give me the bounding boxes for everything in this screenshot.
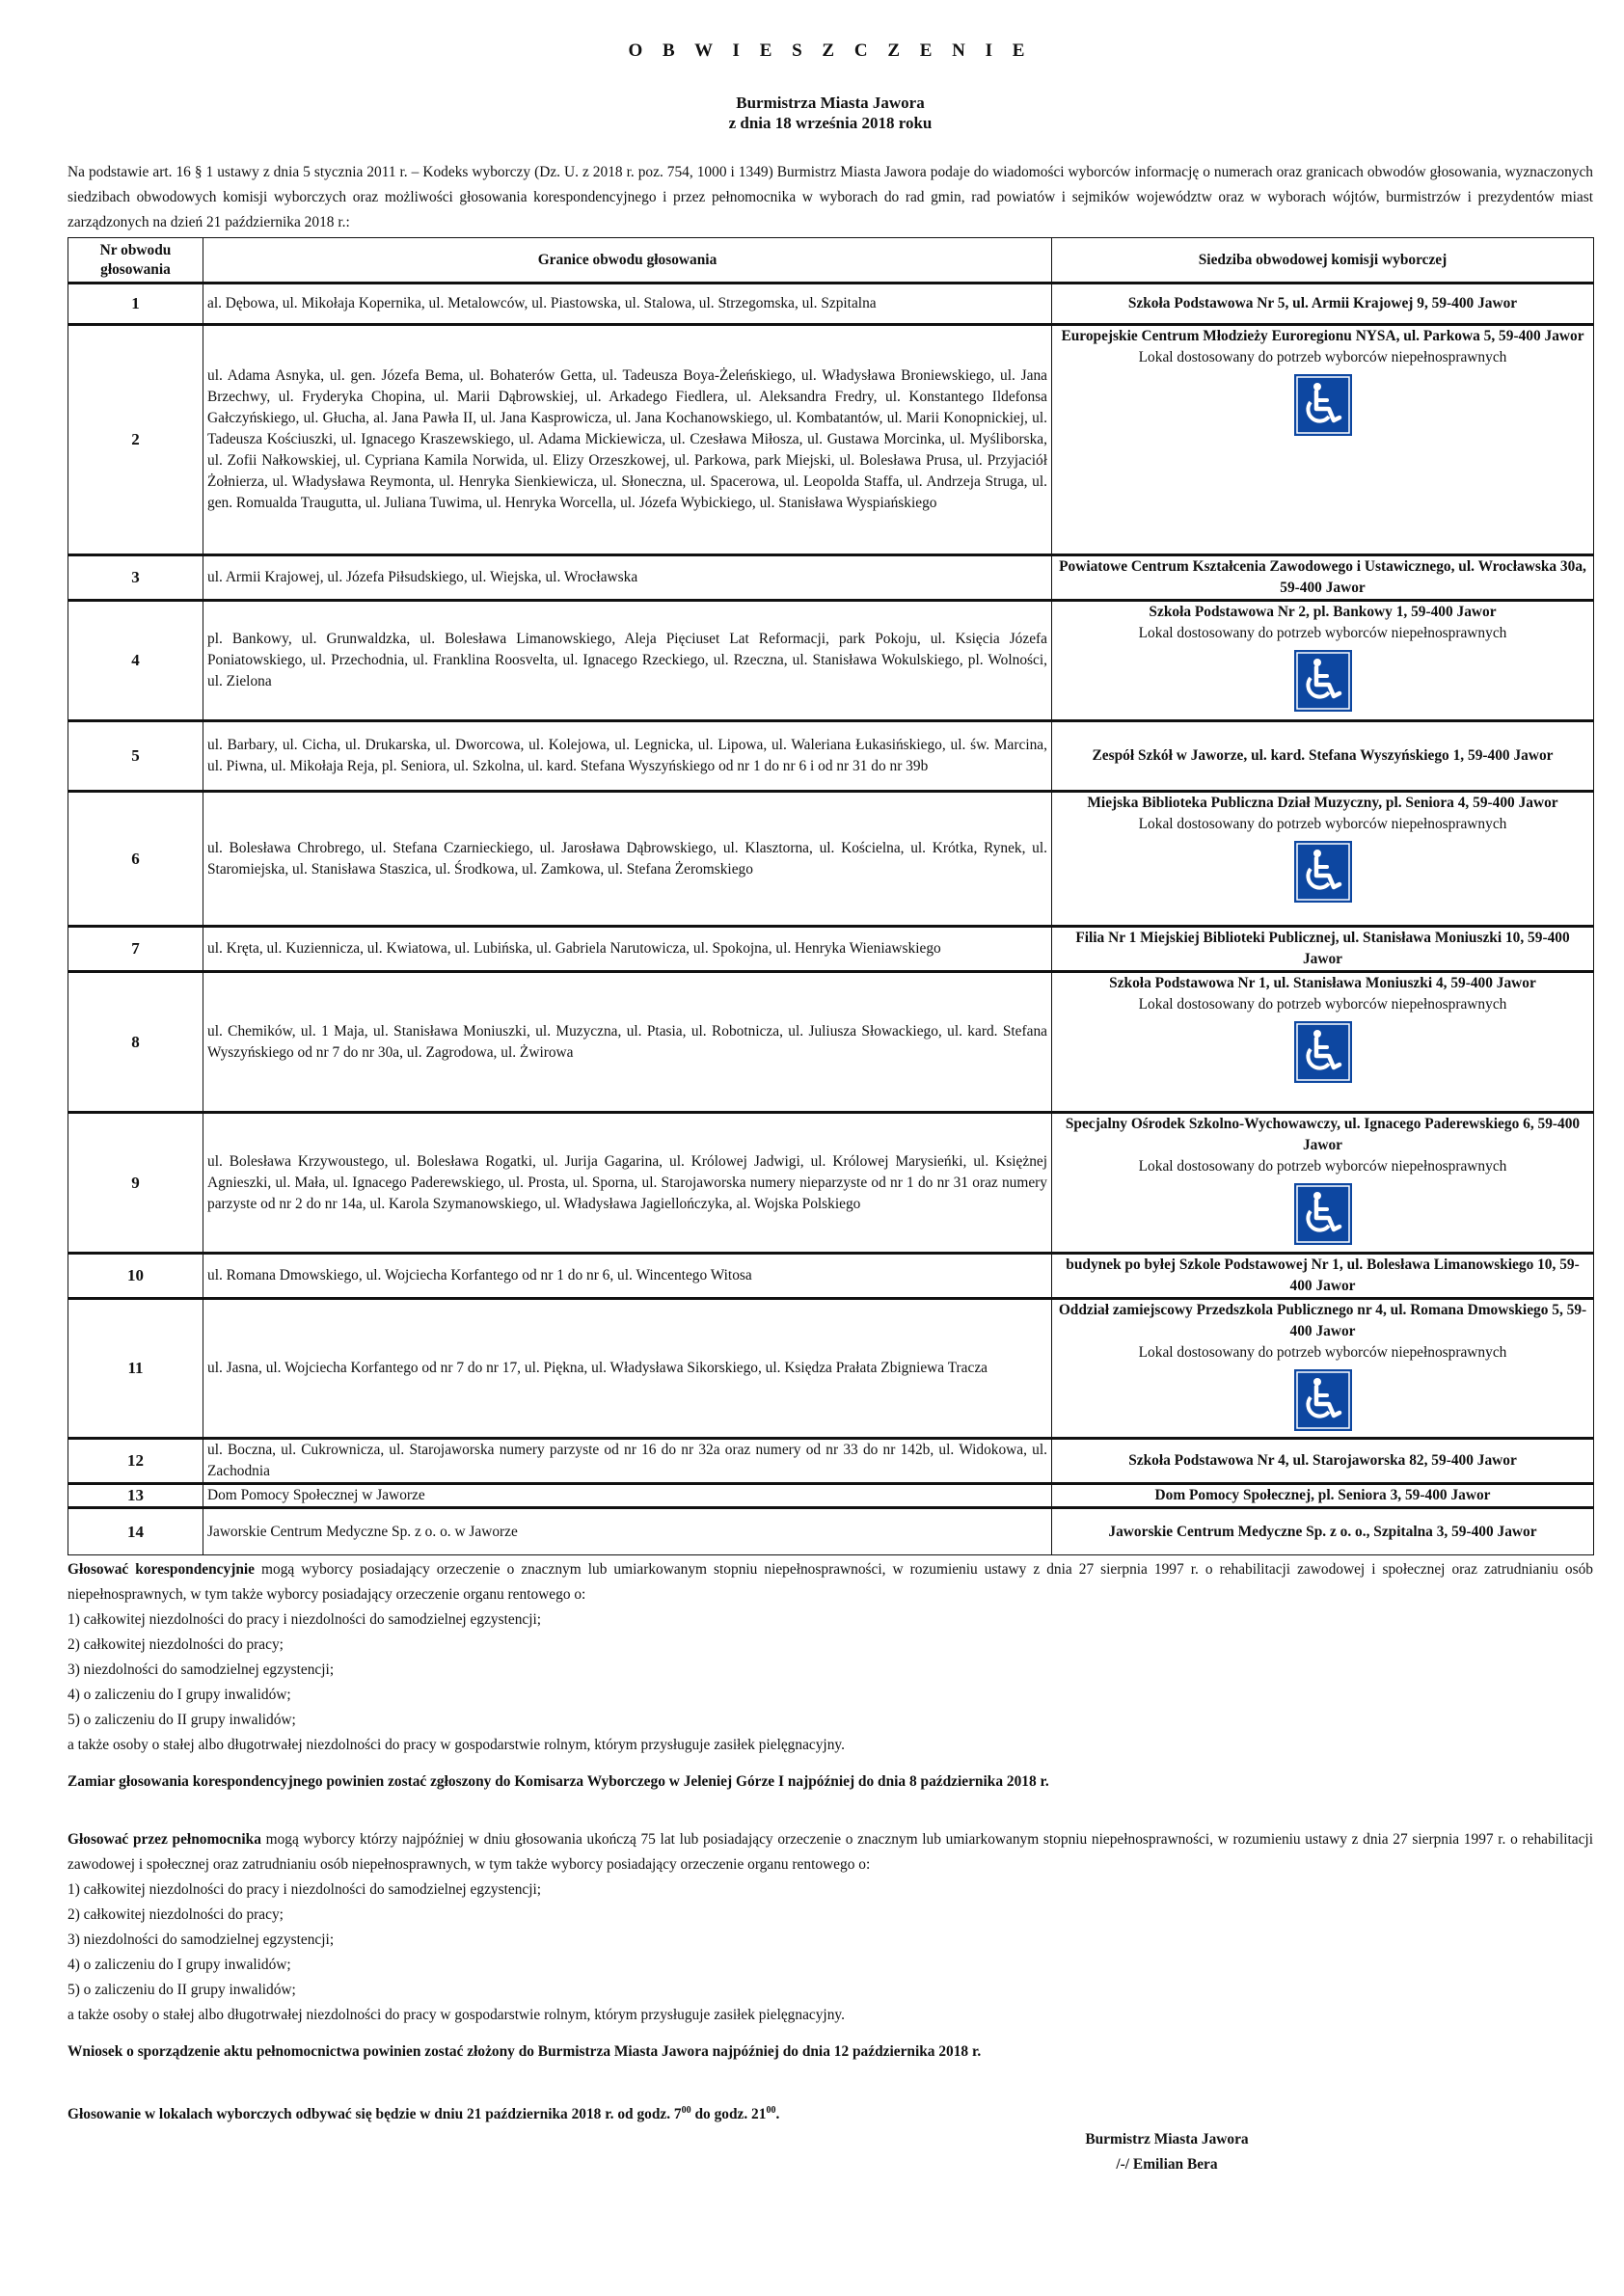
postal-voting-item: 3) niezdolności do samodzielnej egzystencji;: [68, 1661, 335, 1678]
table-row: [68, 1439, 1594, 1484]
accessibility-note: Lokal dostosowany do potrzeb wyborców niepełnosprawnych: [1138, 996, 1507, 1013]
commission-seat-address: Dom Pomocy Społecznej, pl. Seniora 3, 59-400 Jawor: [1154, 1487, 1491, 1503]
district-number: 11: [68, 1299, 203, 1439]
commission-seat: [1052, 284, 1594, 325]
district-number: 10: [68, 1254, 203, 1299]
district-boundaries: ul. Chemików, ul. 1 Maja, ul. Stanisława Moniuszki, ul. Muzyczna, ul. Ptasia, ul. Robotnicza, ul. Juliusza Słowackiego, ul. kard. Stefana Wyszyńskiego od nr 7 do nr 30a, ul. Zagrodowa, ul. Żwirowa: [203, 972, 1052, 1113]
commission-seat: [1052, 1484, 1594, 1508]
postal-voting-item: 5) o zaliczeniu do II grupy inwalidów;: [68, 1712, 296, 1728]
district-boundaries: Dom Pomocy Społecznej w Jaworze: [203, 1484, 1052, 1508]
accessibility-note: Lokal dostosowany do potrzeb wyborców niepełnosprawnych: [1138, 1158, 1507, 1175]
postal-voting-item: 1) całkowitej niezdolności do pracy i niezdolności do samodzielnej egzystencji;: [68, 1611, 542, 1628]
wheelchair-icon: [1294, 1021, 1352, 1083]
district-number: 14: [68, 1508, 203, 1555]
proxy-voting-item: 3) niezdolności do samodzielnej egzystencji;: [68, 1931, 335, 1948]
proxy-voting-item: 1) całkowitej niezdolności do pracy i niezdolności do samodzielnej egzystencji;: [68, 1881, 542, 1898]
district-number: 5: [68, 721, 203, 792]
proxy-voting-tail: a także osoby o stałej albo długotrwałej niezdolności do pracy w gospodarstwie rolnym, którym przysługuje zasiłek pielęgnacyjny.: [68, 2007, 845, 2023]
district-boundaries: ul. Barbary, ul. Cicha, ul. Drukarska, ul. Dworcowa, ul. Kolejowa, ul. Legnicka, ul. Lipowa, ul. Waleriana Łukasińskiego, ul. św. Marcina, ul. Piwna, ul. Mikołaja Reja, pl. Seniora, ul. Szkolna, ul. kard. Stefana Wyszyńskiego od nr 1 do nr 6 i od nr 31 do nr 39b: [203, 721, 1052, 792]
accessibility-note: Lokal dostosowany do potrzeb wyborców niepełnosprawnych: [1138, 816, 1507, 832]
voting-hours-start-minutes: 00: [681, 2104, 691, 2116]
accessibility-icon-wrap: [1056, 368, 1589, 436]
commission-seat: [1052, 972, 1594, 1113]
commission-seat-address: Oddział zamiejscowy Przedszkola Publicznego nr 4, ul. Romana Dmowskiego 5, 59-400 Jawor: [1058, 1302, 1587, 1339]
voting-hours-text: do godz. 21: [690, 2106, 767, 2122]
commission-seat: [1052, 555, 1594, 601]
district-boundaries: pl. Bankowy, ul. Grunwaldzka, ul. Bolesława Limanowskiego, Aleja Pięciuset Lat Reformacji, park Pokoju, ul. Księcia Józefa Poniatowskiego, ul. Przechodnia, ul. Franklina Roosvelta, ul. Ignacego Rzeckiego, ul. Rzeczna, ul. Stanisława Wokulskiego, pl. Wolności, ul. Zielona: [203, 601, 1052, 721]
header-boundaries: Granice obwodu głosowania: [203, 238, 1052, 284]
district-number: 4: [68, 601, 203, 721]
postal-voting-tail: a także osoby o stałej albo długotrwałej niezdolności do pracy w gospodarstwie rolnym, którym przysługuje zasiłek pielęgnacyjny.: [68, 1737, 845, 1753]
voting-hours-text: Głosowanie w lokalach wyborczych odbywać się będzie w dniu 21 października 2018 r. od godz. 7: [68, 2106, 682, 2122]
proxy-voting-item: 2) całkowitej niezdolności do pracy;: [68, 1906, 284, 1923]
postal-voting-item: 2) całkowitej niezdolności do pracy;: [68, 1636, 284, 1653]
proxy-voting-deadline: Wniosek o sporządzenie aktu pełnomocnictwa powinien zostać złożony do Burmistrza Miasta Jawora najpóźniej do dnia 12 października 2018 r.: [68, 2043, 982, 2060]
table-row: [68, 601, 1594, 721]
accessibility-icon-wrap: [1056, 644, 1589, 712]
district-boundaries: ul. Romana Dmowskiego, ul. Wojciecha Korfantego od nr 1 do nr 6, ul. Wincentego Witosa: [203, 1254, 1052, 1299]
table-row: [68, 1299, 1594, 1439]
voting-hours-end-minutes: 00: [766, 2104, 776, 2116]
district-boundaries: ul. Bolesława Krzywoustego, ul. Bolesława Rogatki, ul. Jurija Gagarina, ul. Królowej Jadwigi, ul. Królowej Marysieńki, ul. Księżnej Agnieszki, ul. Mała, ul. Ignacego Paderewskiego, ul. Prosta, ul. Sporna, ul. Starojaworska numery nieparzyste od nr 1 do nr 31 oraz numery parzyste od nr 2 do nr 14a, ul. Karola Szymanowskiego, ul. Władysława Jagiellończyka, al. Wojska Polskiego: [203, 1113, 1052, 1254]
accessibility-note: Lokal dostosowany do potrzeb wyborców niepełnosprawnych: [1138, 349, 1507, 365]
table-row: [68, 1113, 1594, 1254]
district-boundaries: ul. Adama Asnyka, ul. gen. Józefa Bema, ul. Bohaterów Getta, ul. Tadeusza Boya-Żeleńskiego, ul. Władysława Broniewskiego, ul. Jana Brzechwy, ul. Fryderyka Chopina, ul. Marii Dąbrowskiej, ul. Arkadego Fiedlera, ul. Aleksandra Fredry, ul. Konstantego Ildefonsa Gałczyńskiego, ul. Głucha, al. Jana Pawła II, ul. Jana Kasprowicza, ul. Jana Kochanowskiego, ul. Kombatantów, ul. Marii Konopnickiej, ul. Tadeusza Kościuszki, ul. Ignacego Kraszewskiego, ul. Adama Mickiewicza, ul. Czesława Miłosza, ul. Gustawa Morcinka, ul. Myśliborska, ul. Zofii Nałkowskiej, ul. Cypriana Kamila Norwida, ul. Elizy Orzeszkowej, ul. Parkowa, park Miejski, ul. Bolesława Prusa, ul. Przyjaciół Żołnierza, ul. Władysława Reymonta, ul. Henryka Sienkiewicza, ul. Słoneczna, ul. Spacerowa, ul. Leopolda Staffa, ul. Andrzeja Struga, ul. gen. Romualda Traugutta, ul. Juliana Tuwima, ul. Henryka Worcella, ul. Józefa Wybickiego, ul. Stanisława Wyspiańskiego: [203, 325, 1052, 555]
accessibility-icon-wrap: [1056, 1015, 1589, 1083]
postal-voting-deadline: Zamiar głosowania korespondencyjnego powinien zostać zgłoszony do Komisarza Wyborczego w Jeleniej Górze I najpóźniej do dnia 8 października 2018 r.: [68, 1773, 1049, 1790]
wheelchair-icon: [1294, 841, 1352, 903]
document-subtitle: [68, 93, 1593, 133]
table-row: [68, 284, 1594, 325]
proxy-voting-text: mogą wyborcy którzy najpóźniej w dniu głosowania ukończą 75 lat lub posiadający orzeczenie o znacznym lub umiarkowanym stopniu niepełnosprawności, w rozumieniu ustawy z dnia 27 sierpnia 1997 r. o rehabilitacji zawodowej i społecznej oraz zatrudnianiu osób niepełnosprawnych, w tym także wyborcy posiadający orzeczenie organu rentowego o:: [68, 1831, 1593, 1873]
district-boundaries: ul. Jasna, ul. Wojciecha Korfantego od nr 7 do nr 17, ul. Piękna, ul. Władysława Sikorskiego, ul. Księdza Prałata Zbigniewa Tracza: [203, 1299, 1052, 1439]
commission-seat: [1052, 1508, 1594, 1555]
issue-date: z dnia 18 września 2018 roku: [728, 114, 933, 132]
commission-seat: [1052, 1113, 1594, 1254]
postal-voting-paragraph: [68, 1557, 1593, 1607]
district-boundaries: ul. Bolesława Chrobrego, ul. Stefana Czarnieckiego, ul. Jarosława Dąbrowskiego, ul. Klasztorna, ul. Kościelna, ul. Krótka, Rynek, ul. Staromiejska, ul. Stanisława Staszica, ul. Środkowa, ul. Zamkowa, ul. Stefana Żeromskiego: [203, 792, 1052, 927]
commission-seat: [1052, 927, 1594, 972]
table-row: [68, 1508, 1594, 1555]
commission-seat-address: Szkoła Podstawowa Nr 5, ul. Armii Krajowej 9, 59-400 Jawor: [1127, 295, 1518, 311]
district-boundaries: al. Dębowa, ul. Mikołaja Kopernika, ul. Metalowców, ul. Piastowska, ul. Stalowa, ul. Strzegomska, ul. Szpitalna: [203, 284, 1052, 325]
commission-seat-address: Powiatowe Centrum Kształcenia Zawodowego i Ustawicznego, ul. Wrocławska 30a, 59-400 Jawor: [1059, 558, 1586, 596]
commission-seat-address: Jaworskie Centrum Medyczne Sp. z o. o., Szpitalna 3, 59-400 Jawor: [1108, 1523, 1537, 1540]
table-row: [68, 972, 1594, 1113]
postal-voting-lead: Głosować korespondencyjnie: [68, 1561, 256, 1578]
district-number: 13: [68, 1484, 203, 1508]
wheelchair-icon: [1294, 650, 1352, 712]
table-row: [68, 927, 1594, 972]
voting-districts-table: [68, 237, 1594, 1555]
wheelchair-icon: [1294, 1183, 1352, 1245]
signature-name: /-/ Emilian Bera: [1116, 2156, 1218, 2173]
district-number: 6: [68, 792, 203, 927]
document-title: O B W I E S Z C Z E N I E: [628, 41, 1033, 61]
commission-seat-address: budynek po byłej Szkole Podstawowej Nr 1, ul. Bolesława Limanowskiego 10, 59-400 Jawor: [1066, 1256, 1580, 1294]
wheelchair-icon: [1294, 374, 1352, 436]
commission-seat: [1052, 325, 1594, 555]
commission-seat-address: Szkoła Podstawowa Nr 2, pl. Bankowy 1, 59-400 Jawor: [1149, 604, 1497, 620]
accessibility-note: Lokal dostosowany do potrzeb wyborców niepełnosprawnych: [1138, 625, 1507, 641]
district-number: 1: [68, 284, 203, 325]
commission-seat-address: Specjalny Ośrodek Szkolno-Wychowawczy, ul. Ignacego Paderewskiego 6, 59-400 Jawor: [1065, 1116, 1581, 1153]
commission-seat: [1052, 1299, 1594, 1439]
district-boundaries: ul. Armii Krajowej, ul. Józefa Piłsudskiego, ul. Wiejska, ul. Wrocławska: [203, 555, 1052, 601]
voting-hours: [68, 2102, 1593, 2127]
table-row: [68, 721, 1594, 792]
proxy-voting-section: [68, 1827, 1593, 2065]
signature-block: [1022, 2127, 1312, 2177]
district-number: 7: [68, 927, 203, 972]
district-number: 9: [68, 1113, 203, 1254]
header-nr: Nr obwodu głosowania: [68, 238, 203, 284]
commission-seat-address: Szkoła Podstawowa Nr 1, ul. Stanisława Moniuszki 4, 59-400 Jawor: [1109, 975, 1536, 991]
table-row: [68, 325, 1594, 555]
table-row: [68, 1484, 1594, 1508]
commission-seat: [1052, 721, 1594, 792]
commission-seat-address: Filia Nr 1 Miejskiej Biblioteki Publicznej, ul. Stanisława Moniuszki 10, 59-400 Jawor: [1075, 930, 1570, 967]
district-boundaries: ul. Kręta, ul. Kuziennicza, ul. Kwiatowa, ul. Lubińska, ul. Gabriela Narutowicza, ul. Spokojna, ul. Henryka Wieniawskiego: [203, 927, 1052, 972]
commission-seat: [1052, 1439, 1594, 1484]
district-number: 3: [68, 555, 203, 601]
accessibility-icon-wrap: [1056, 1364, 1589, 1431]
proxy-voting-item: 4) o zaliczeniu do I grupy inwalidów;: [68, 1957, 291, 1973]
commission-seat: [1052, 792, 1594, 927]
postal-voting-section: [68, 1557, 1593, 1795]
district-boundaries: ul. Boczna, ul. Cukrownicza, ul. Starojaworska numery parzyste od nr 16 do nr 32a oraz numery od nr 33 do nr 142b, ul. Widokowa, ul. Zachodnia: [203, 1439, 1052, 1484]
accessibility-icon-wrap: [1056, 835, 1589, 903]
intro-paragraph: Na podstawie art. 16 § 1 ustawy z dnia 5 stycznia 2011 r. – Kodeks wyborczy (Dz. U. z 2018 r. poz. 754, 1000 i 1349) Burmistrz Miasta Jawora podaje do wiadomości wyborców informację o numerach oraz granicach obwodów głosowania, wyznaczonych siedzibach obwodowych komisji wyborczych oraz możliwości głosowania korespondencyjnego i przez pełnomocnika w wyborach do rad gmin, rad powiatów i sejmików województw oraz w wyborach wójtów, burmistrzów i prezydentów miast zarządzonych na dzień 21 października 2018 r.:: [68, 164, 1593, 230]
table-row: [68, 555, 1594, 601]
proxy-voting-item: 5) o zaliczeniu do II grupy inwalidów;: [68, 1982, 296, 1998]
table-header-row: [68, 238, 1594, 284]
issuer: Burmistrza Miasta Jawora: [736, 94, 925, 112]
table-body: [68, 284, 1594, 1555]
voting-hours-text: .: [775, 2106, 780, 2122]
signature-title: Burmistrz Miasta Jawora: [1085, 2131, 1249, 2147]
accessibility-icon-wrap: [1056, 1177, 1589, 1245]
district-number: 2: [68, 325, 203, 555]
commission-seat-address: Zespół Szkół w Jaworze, ul. kard. Stefana Wyszyńskiego 1, 59-400 Jawor: [1092, 747, 1554, 764]
header-commission-seat: Siedziba obwodowej komisji wyborczej: [1052, 238, 1594, 284]
proxy-voting-lead: Głosować przez pełnomocnika: [68, 1831, 261, 1848]
commission-seat-address: Miejska Biblioteka Publiczna Dział Muzyczny, pl. Seniora 4, 59-400 Jawor: [1087, 795, 1558, 811]
district-boundaries: Jaworskie Centrum Medyczne Sp. z o. o. w Jaworze: [203, 1508, 1052, 1555]
district-number: 8: [68, 972, 203, 1113]
commission-seat: [1052, 1254, 1594, 1299]
commission-seat-address: Europejskie Centrum Młodzieży Euroregionu NYSA, ul. Parkowa 5, 59-400 Jawor: [1061, 328, 1584, 344]
wheelchair-icon: [1294, 1369, 1352, 1431]
accessibility-note: Lokal dostosowany do potrzeb wyborców niepełnosprawnych: [1138, 1344, 1507, 1361]
proxy-voting-paragraph: [68, 1827, 1593, 1877]
table-row: [68, 1254, 1594, 1299]
commission-seat-address: Szkoła Podstawowa Nr 4, ul. Starojaworska 82, 59-400 Jawor: [1128, 1452, 1517, 1469]
postal-voting-text: mogą wyborcy posiadający orzeczenie o znacznym lub umiarkowanym stopniu niepełnosprawności, w rozumieniu ustawy z dnia 27 sierpnia 1997 r. o rehabilitacji zawodowej i społecznej oraz zatrudnianiu osób niepełnosprawnych, w tym także wyborcy posiadający orzeczenie organu rentowego o:: [68, 1561, 1594, 1603]
commission-seat: [1052, 601, 1594, 721]
table-row: [68, 792, 1594, 927]
district-number: 12: [68, 1439, 203, 1484]
postal-voting-item: 4) o zaliczeniu do I grupy inwalidów;: [68, 1687, 291, 1703]
